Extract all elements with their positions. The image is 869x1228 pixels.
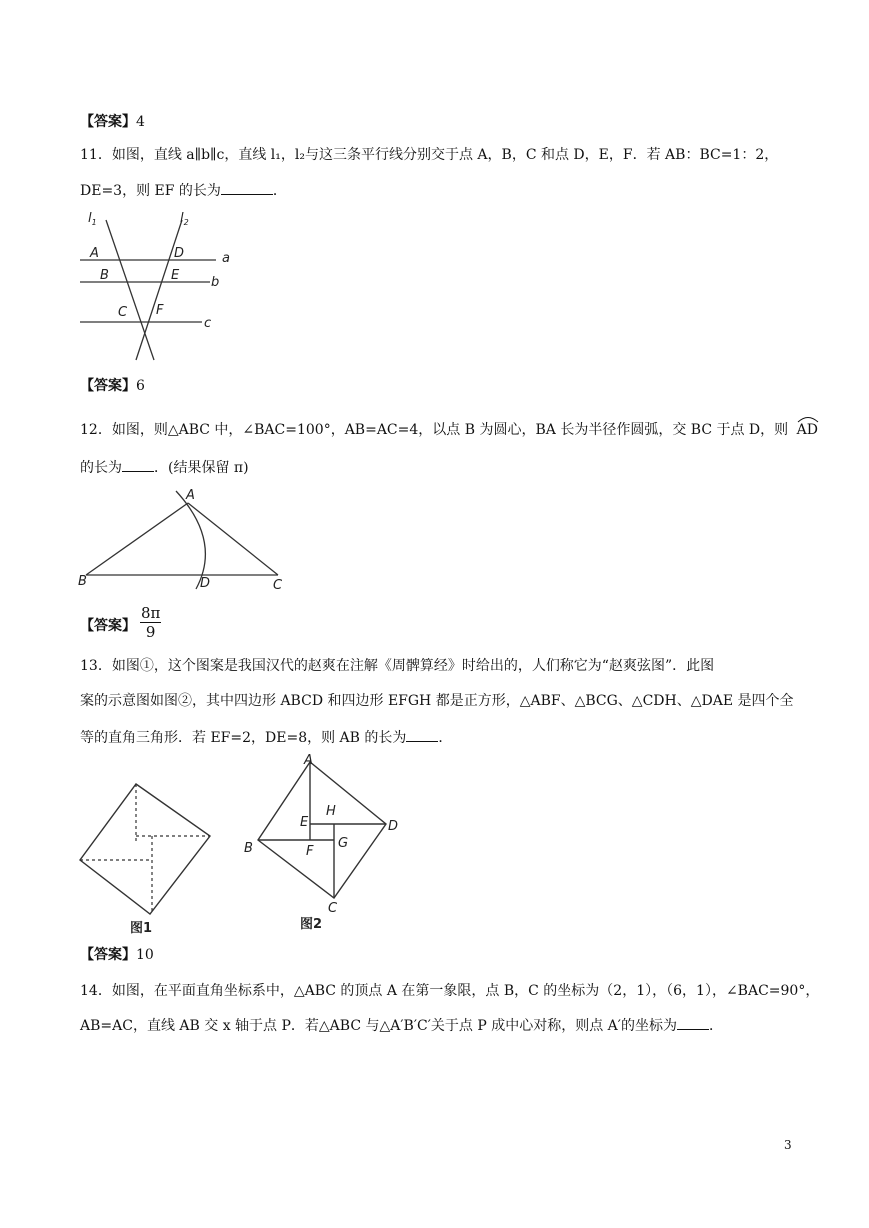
label-l1: $l_1$ [88,211,97,227]
arc-label: AD [796,422,818,438]
outer-square [80,784,210,914]
arc-notation [797,420,818,440]
label-B: B [78,574,87,589]
fraction-denominator: 9 [145,623,156,641]
question-text: 12．如图，则△ABC 中，∠BAC=100°，AB=AC=4，以点 B 为圆心，BA 长为半径作圆弧，交 BC 于点 D，则 [80,422,789,438]
square-ABCD [258,762,386,898]
label-B: B [100,268,109,283]
line-l1 [106,220,154,360]
label-A: A [304,753,313,768]
answer-tag: 【答案】 [80,947,136,963]
figure-q11-parallel-lines [78,208,228,368]
answer-value: 10 [136,947,154,963]
answer-line-q13 [80,945,154,965]
label-D: D [174,246,185,261]
answer-blank [406,727,438,742]
answer-blank [122,457,154,472]
segment-BA [86,503,188,575]
figure-q13-fig1 [76,780,216,935]
label-C: C [328,901,338,916]
question-12-line2 [80,457,249,478]
label-C: C [118,305,128,320]
caption-fig2: 图2 [300,917,323,932]
label-E: E [300,815,309,830]
question-text: 等的直角三角形．若 EF=2，DE=8，则 AB 的长为 [80,730,407,746]
question-text: DE=3，则 EF 的长为 [80,183,221,199]
label-A: A [186,488,195,503]
question-text: ． [708,1018,723,1034]
line-l2 [136,220,185,360]
question-11-line2 [80,180,287,201]
arc-mark [797,415,819,423]
figure-q13-fig2 [240,752,410,937]
label-A: A [90,246,99,261]
question-text: AB=AC，直线 AB 交 x 轴于点 P．若△ABC 与△A′B′C′关于点 P 成中心对称，则点 A′的坐标为 [80,1018,677,1034]
label-b: b [211,275,220,290]
label-F: F [306,844,314,859]
answer-line-q11 [80,376,145,396]
figure-q12-triangle [76,485,296,595]
question-12-line1 [80,420,818,440]
answer-value: 6 [136,378,145,394]
answer-tag: 【答案】 [80,618,136,634]
label-E: E [171,268,180,283]
label-C: C [273,578,283,593]
answer-tag: 【答案】 [80,114,136,130]
label-c: c [204,316,212,331]
question-14-line2 [80,1015,723,1036]
label-D: D [200,576,211,591]
answer-value: 4 [136,114,145,130]
question-text: ． [438,730,453,746]
question-text: ． [272,183,287,199]
answer-fraction [140,604,161,641]
answer-line-q10 [80,112,145,132]
question-14-line1: 14．如图，在平面直角坐标系中，△ABC 的顶点 A 在第一象限，点 B，C 的坐标为（2，1），（6，1），∠BAC=90°， [80,983,820,999]
answer-blank [677,1015,709,1030]
answer-blank [221,180,273,195]
question-13-line3 [80,727,452,748]
label-D: D [388,819,399,834]
question-13-line1: 13．如图①，这个图案是我国汉代的赵爽在注解《周髀算经》时给出的，人们称它为“赵爽弦图”．此图 [80,658,715,674]
page-number: 3 [784,1138,792,1152]
answer-tag: 【答案】 [80,378,136,394]
label-a: a [222,251,230,266]
question-text: 的长为 [80,460,122,476]
fraction-numerator: 8π [141,604,161,622]
label-F: F [156,303,164,318]
label-G: G [338,836,349,851]
segment-AC [188,503,278,575]
answer-line-q12 [80,616,136,636]
caption-fig1: 图1 [130,921,153,936]
question-11-line1: 11．如图，直线 a∥b∥c，直线 l₁，l₂与这三条平行线分别交于点 A，B，C 和点 D，E，F．若 AB：BC=1：2， [80,147,779,163]
label-H: H [326,804,336,819]
label-l2: $l_2$ [180,211,189,227]
label-B: B [244,841,253,856]
question-text: ．(结果保留 π) [154,460,249,476]
question-13-line2: 案的示意图如图②，其中四边形 ABCD 和四边形 EFGH 都是正方形，△ABF、△BCG、△CDH、△DAE 是四个全 [80,693,794,709]
